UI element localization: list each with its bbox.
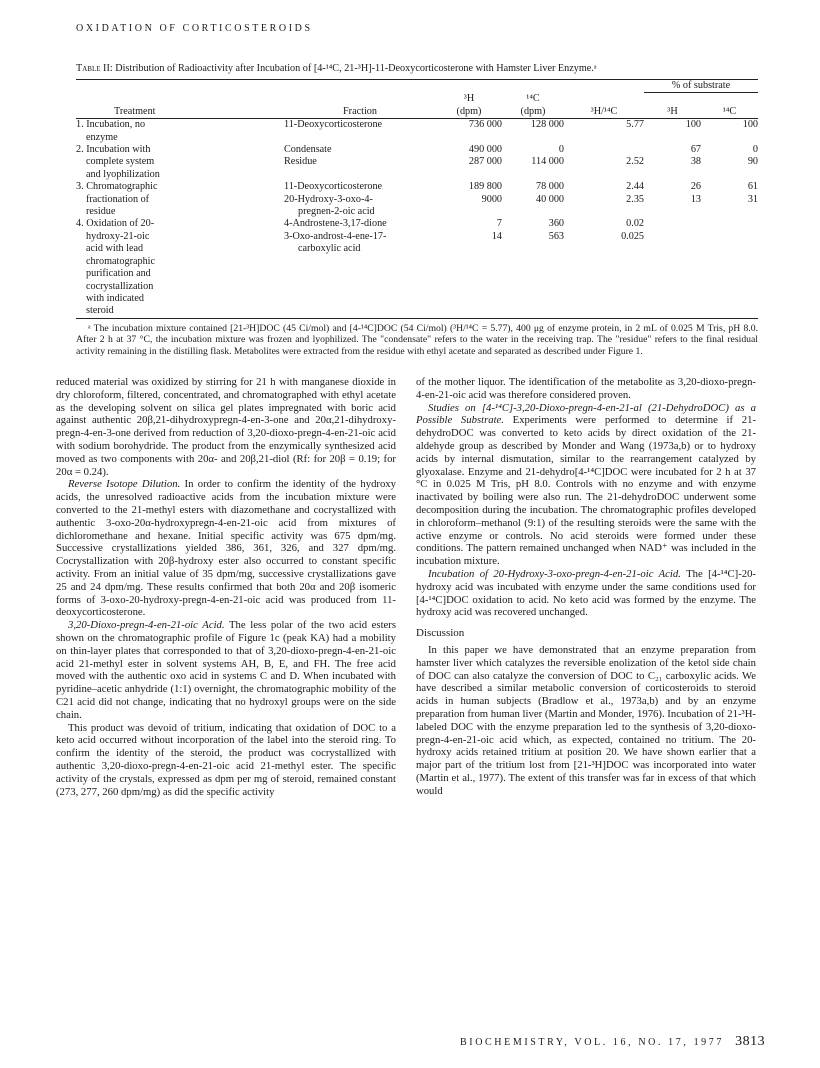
header-treatment: Treatment bbox=[76, 106, 284, 119]
cell-pct-h: 100 bbox=[685, 119, 701, 131]
cell-ratio: 2.44 bbox=[626, 181, 644, 193]
paragraph-text: In order to confirm the identity of the hydroxy acids, the unresolved radioactive acids from the incubation mixture were converted to the 21-methyl esters with diazomethane and cocrystallized with authentic 3-oxo-20α-hydroxypregn-4-en-21-oic acid from mixtures of dichloromethane and hexane. Initial specific activity was 675 dpm/mg. Successive crystallizations yielded 386, 361, 326, and 327 dpm/mg. Cocrystallization with 20β-hydroxy ester also occurred to constant specific activity. From an initial value of 35 dpm/mg, successive crystallizations gave 25 and 24 dpm/mg. These results confirmed that both 20α and 20β isomeric forms of 3-oxo-20-hydroxy-pregn-4-en-21-oic acid was produced from 11-deoxycorticosterone. bbox=[56, 478, 396, 619]
cell-h: 490 000 bbox=[468, 144, 502, 156]
table-caption bbox=[76, 62, 758, 80]
cell-h: 189 800 bbox=[468, 181, 502, 193]
header-pct-h: ³H bbox=[644, 106, 701, 119]
paragraph-text: Experiments were performed to determine if 21-dehydroDOC was converted to keto acids by direct oxidation of the 21-aldehyde group as described by Monder and Wang (1973a,b) or to hydroxy acids by internal dismutation, similar to the rearrangement catalyzed by glyoxalase. Enzyme and 21-dehydro[4-¹⁴C]DOC were incubated for 2 h at 37 °C in 0.025 M Tris, pH 8.0. Controls with no enzyme and with enzyme inactivated by boiling were also run. The 21-dehydroDOC underwent some decomposition during the incubation. The chromatographic profiles developed in chloroform–methanol (9:1) of the resulting steroids were the same with the active enzyme or controls. No acid steroids were formed under these conditions. The pattern remained unchanged when NAD⁺ was included in the incubation mixture. bbox=[416, 414, 756, 568]
section-title: Reverse Isotope Dilution. bbox=[68, 478, 181, 491]
discussion-heading: Discussion bbox=[416, 627, 465, 640]
table-row bbox=[76, 218, 758, 230]
header-h-top: ³H bbox=[463, 93, 475, 105]
table-label: Table II: bbox=[76, 63, 113, 74]
paragraph-text: The [4-¹⁴C]-20-hydroxy acid was incubated with enzyme under the same conditions used for [4-¹⁴C]DOC oxidation to acid. No keto acid was formed by the enzyme. The hydroxy acid was recovered unchanged. bbox=[416, 567, 756, 619]
cell-c: 40 000 bbox=[535, 193, 564, 205]
fraction-name: 4-Androstene-3,17-dione bbox=[284, 218, 387, 230]
table-row bbox=[76, 194, 758, 206]
cell-c: 0 bbox=[558, 144, 564, 156]
table-row bbox=[76, 305, 758, 318]
header-c-dpm: (dpm) bbox=[502, 106, 564, 119]
cell-c: 78 000 bbox=[535, 181, 564, 193]
cell-pct-h bbox=[644, 231, 701, 243]
cell-pct-c: 0 bbox=[752, 144, 758, 156]
table-row bbox=[76, 206, 758, 218]
header-pct-substrate: % of substrate bbox=[644, 80, 758, 93]
cell-ratio: 5.77 bbox=[626, 119, 644, 131]
table-row bbox=[76, 132, 758, 144]
cell-ratio: 2.52 bbox=[626, 156, 644, 168]
table-row bbox=[76, 156, 758, 168]
cell-pct-c: 90 bbox=[747, 156, 758, 168]
header-pct-c: ¹⁴C bbox=[701, 106, 758, 119]
cell-h: 14 bbox=[491, 230, 502, 242]
table-row bbox=[76, 268, 758, 280]
table-row bbox=[76, 293, 758, 305]
cell-c: 114 000 bbox=[531, 156, 564, 168]
cell-pct-c: 100 bbox=[742, 119, 758, 131]
cell-pct-h: 38 bbox=[690, 156, 701, 168]
treatment-label-cont: with indicated bbox=[86, 292, 144, 304]
fraction-name: 11-Deoxycorticosterone bbox=[284, 119, 383, 131]
fraction-name: 20-Hydroxy-3-oxo-4- bbox=[284, 193, 373, 205]
treatment-label-cont: enzyme bbox=[86, 131, 118, 143]
table-row bbox=[76, 231, 758, 243]
cell-ratio bbox=[564, 144, 644, 156]
section-title: Studies on [4-¹⁴C]-3,20-Dioxo-pregn-4-en-21-al (21-DehydroDOC) as a Possible Substrate. bbox=[416, 401, 756, 427]
cell-ratio: 2.35 bbox=[626, 193, 644, 205]
paragraph: In this paper we have demonstrated that an enzyme preparation from hamster liver which catalyzes the reversible enolization of the ketol side chain of DOC can also catalyze the conversion of DOC to C₂₁ carboxylic acids. We have described a similar metabolic conversion of corticosteroids to steroid acids in human subjects (Bradlow et al., 1973a,b) and by an enzyme preparation from human liver (Martin and Monder, 1976). Incubation of 21-³H-labeled DOC with the enzyme preparation led to the synthesis of 3,20-dioxo-pregn-4-en-21-oic acid which, as expected, contained no tritium. The 20-hydroxy acids retained tritium at position 20. We have shown earlier that a major part of the tritium lost from [21-³H]DOC was incorporated into water (Martin et al., 1977). The extent of this transfer was far in excess of that which would bbox=[416, 643, 756, 797]
treatment-label-cont: acid with lead bbox=[86, 243, 144, 255]
fraction-name-cont: carboxylic acid bbox=[298, 243, 361, 255]
table-row bbox=[76, 119, 758, 132]
table-row bbox=[76, 281, 758, 293]
paragraph bbox=[416, 568, 756, 619]
treatment-label-cont: steroid bbox=[86, 305, 114, 317]
running-head: OXIDATION OF CORTICOSTEROIDS bbox=[76, 23, 313, 34]
fraction-name-cont: pregnen-2-oic acid bbox=[298, 206, 375, 218]
treatment-label: 2. Incubation with bbox=[76, 144, 151, 156]
header-h-dpm: (dpm) bbox=[436, 106, 502, 119]
header-c-top: ¹⁴C bbox=[526, 93, 540, 105]
page-number: 3813 bbox=[735, 1034, 766, 1049]
paragraph: This product was devoid of tritium, indicating that oxidation of DOC to a keto acid occurred without incorporation of the label into the steroid ring. To confirm the identity of the steroid, the product was cocrystallized with authentic 3,20-dioxo-pregn-4-en-21-oic acid 21-methyl ester. The specific activity of the crystals, expressed as dpm per mg of steroid, remained constant (273, 277, 260 dpm/mg) as did the specific activity bbox=[56, 721, 396, 798]
treatment-label: 1. Incubation, no bbox=[76, 119, 146, 131]
treatment-label-cont: chromatographic bbox=[86, 255, 156, 267]
cell-c: 360 bbox=[548, 218, 564, 230]
left-column bbox=[56, 376, 396, 798]
cell-h: 7 bbox=[496, 218, 502, 230]
treatment-label-cont: and lyophilization bbox=[86, 168, 160, 180]
cell-h: 736 000 bbox=[468, 119, 502, 131]
cell-c: 128 000 bbox=[530, 119, 564, 131]
paragraph-text: The less polar of the two acid esters shown on the chromatographic profile of Figure 1c (peak KA) had a mobility on thin-layer plates that corresponded to that of 3,20-dioxo-pregn-4-en-21-oic acid 21-methyl ester in solvent systems AH, B, E, and FH. The free acid moved with the authentic oxo acid in systems C and D. When incubated with pyridine–acetic anhydride (1:1) overnight, the chromatographic mobility of the C21 acid did not change, indicating that no hydroxyl groups were on the side chain. bbox=[56, 619, 397, 721]
section-title: 3,20-Dioxo-pregn-4-en-21-oic Acid. bbox=[68, 619, 225, 632]
table-row bbox=[76, 169, 758, 181]
cell-ratio: 0.025 bbox=[621, 230, 644, 242]
cell-h: 9000 bbox=[481, 193, 502, 205]
cell-pct-c bbox=[701, 231, 758, 243]
fraction-name: Condensate bbox=[284, 144, 332, 156]
right-column bbox=[416, 376, 756, 798]
table-row bbox=[76, 243, 758, 255]
paragraph: of the mother liquor. The identification of the metabolite as 3,20-dioxo-pregn-4-en-21-oic acid was therefore considered proven. bbox=[416, 376, 756, 401]
table-row bbox=[76, 181, 758, 193]
header-fraction: Fraction bbox=[284, 106, 436, 119]
treatment-label-cont: hydroxy-21-oic bbox=[86, 230, 150, 242]
fraction-name: 3-Oxo-androst-4-ene-17- bbox=[284, 230, 387, 242]
fraction-name: Residue bbox=[284, 156, 317, 168]
treatment-label-cont: residue bbox=[86, 206, 116, 218]
page-footer bbox=[460, 1034, 765, 1050]
section-title: Incubation of 20-Hydroxy-3-oxo-pregn-4-en-21-oic Acid. bbox=[428, 567, 681, 580]
table-ii bbox=[76, 62, 758, 358]
table-title: Distribution of Radioactivity after Incubation of [4-¹⁴C, 21-³H]-11-Deoxycorticosterone with Hamster Liver Enzyme.ᵃ bbox=[115, 63, 597, 74]
paragraph bbox=[56, 619, 396, 721]
table-footnote: ᵃ The incubation mixture contained [21-³H]DOC (45 Ci/mol) and [4-¹⁴C]DOC (54 Ci/mol) (³H/¹⁴C = 5.77), 400 μg of enzyme protein, in 2 mL of 0.025 M Tris, pH 8.0. After 2 h at 37 °C, the incubation mixture was frozen and lyophilized. The "condensate" refers to the water in the receiving trap. The "residue" refers to the final residual activity remaining in the distilling flask. Metabolites were extracted from the residue with ethyl acetate and separated as described under Figure 1. bbox=[76, 322, 758, 357]
paragraph bbox=[56, 478, 396, 619]
cell-c: 563 bbox=[548, 230, 564, 242]
treatment-label: 3. Chromatographic bbox=[76, 181, 158, 193]
table-row bbox=[76, 144, 758, 156]
cell-pct-c: 31 bbox=[747, 193, 758, 205]
cell-pct-h: 13 bbox=[690, 193, 701, 205]
distribution-table bbox=[76, 80, 758, 319]
treatment-label: 4. Oxidation of 20- bbox=[76, 218, 155, 230]
cell-ratio: 0.02 bbox=[626, 218, 644, 230]
cell-pct-h: 67 bbox=[690, 144, 701, 156]
treatment-label-cont: fractionation of bbox=[86, 193, 150, 205]
treatment-label-cont: purification and bbox=[86, 268, 151, 280]
cell-h: 287 000 bbox=[468, 156, 502, 168]
journal-citation: BIOCHEMISTRY, VOL. 16, NO. 17, 1977 bbox=[460, 1037, 724, 1048]
fraction-name: 11-Deoxycorticosterone bbox=[284, 181, 383, 193]
paragraph: reduced material was oxidized by stirring for 21 h with manganese dioxide in dry chloroform, filtered, concentrated, and chromatographed with ethyl acetate as the developing solvent on silica gel plates impregnated with boric acid against authentic 20β,21-dihydroxypregn-4-en-3-one and 20α,21-dihydroxy-pregn-4-en-3-one derived from reduction of 3,20-dioxo-pregn-4-en-21-oic acid with sodium borohydride. The product from the enzymically synthesized acid moved as two components with 20α- and 20β,21-diol (Rf: for 20β = 0.19; for 20α = 0.24). bbox=[56, 376, 396, 478]
cell-pct-h bbox=[644, 218, 701, 230]
table-row bbox=[76, 256, 758, 268]
header-ratio: ³H/¹⁴C bbox=[564, 106, 644, 119]
cell-pct-c: 61 bbox=[747, 181, 758, 193]
treatment-label-cont: cocrystallization bbox=[86, 280, 154, 292]
paragraph bbox=[416, 402, 756, 568]
cell-pct-h: 26 bbox=[690, 181, 701, 193]
cell-pct-c bbox=[701, 218, 758, 230]
treatment-label-cont: complete system bbox=[86, 156, 155, 168]
